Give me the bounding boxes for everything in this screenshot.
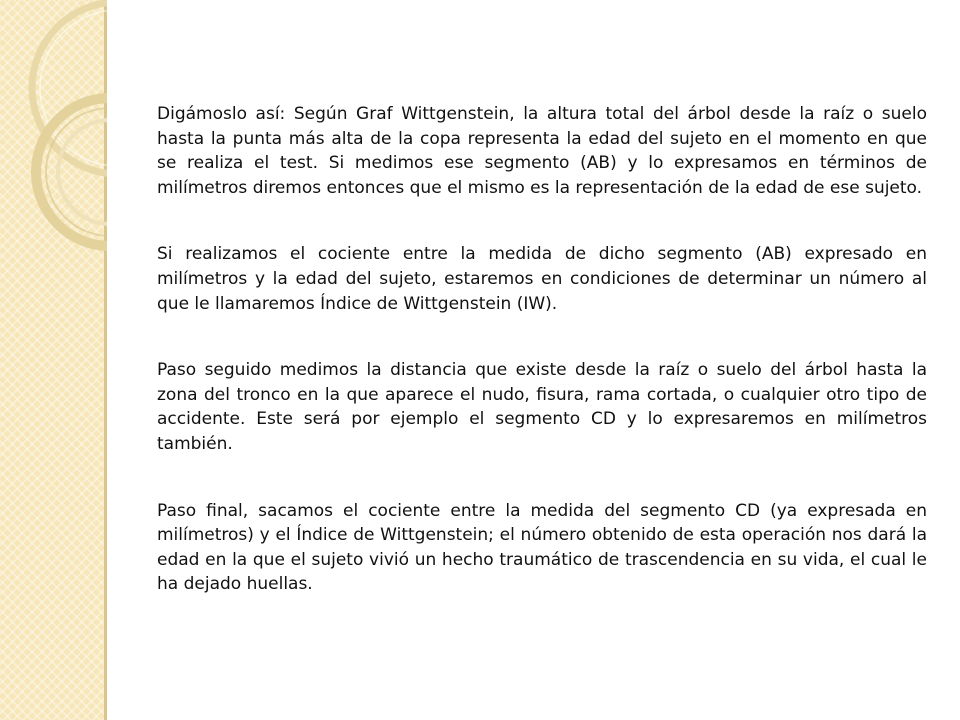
document-body — [157, 102, 927, 639]
paragraph-trunk-distance: Paso seguido medimos la distancia que existe desde la raíz o suelo del árbol hasta la zona del tronco en la que aparece el nudo, fisura, rama cortada, o cualquier otro tipo de accidente. Este será por ejemplo el segmento CD y lo expresaremos en milímetros también. — [157, 360, 927, 454]
paragraph-wittgenstein-index: Si realizamos el cociente entre la medida de dicho segmento (AB) expresado en milímetros y la edad del sujeto, estaremos en condiciones de determinar un número al que le llamaremos Índice de Wittgenstein (IW). — [157, 244, 927, 314]
paragraph-final-step: Paso final, sacamos el cociente entre la medida del segmento CD (ya expresada en milímetros) y el Índice de Wittgenstein; el número obtenido de esta operación nos dará la edad en la que el sujeto vivió un hecho traumático de trascendencia en su vida, el cual le ha dejado huellas. — [157, 500, 927, 595]
decorative-rings — [0, 0, 107, 330]
paragraph-height-age: Digámoslo así: Según Graf Wittgenstein, la altura total del árbol desde la raíz o suelo hasta la punta más alta de la copa representa la edad del sujeto en el momento en que se realiza el test. Si medimos ese segmento (AB) y lo expresamos en términos de milímetros diremos entonces que el mismo es la representación de la edad de ese sujeto. — [157, 104, 927, 198]
